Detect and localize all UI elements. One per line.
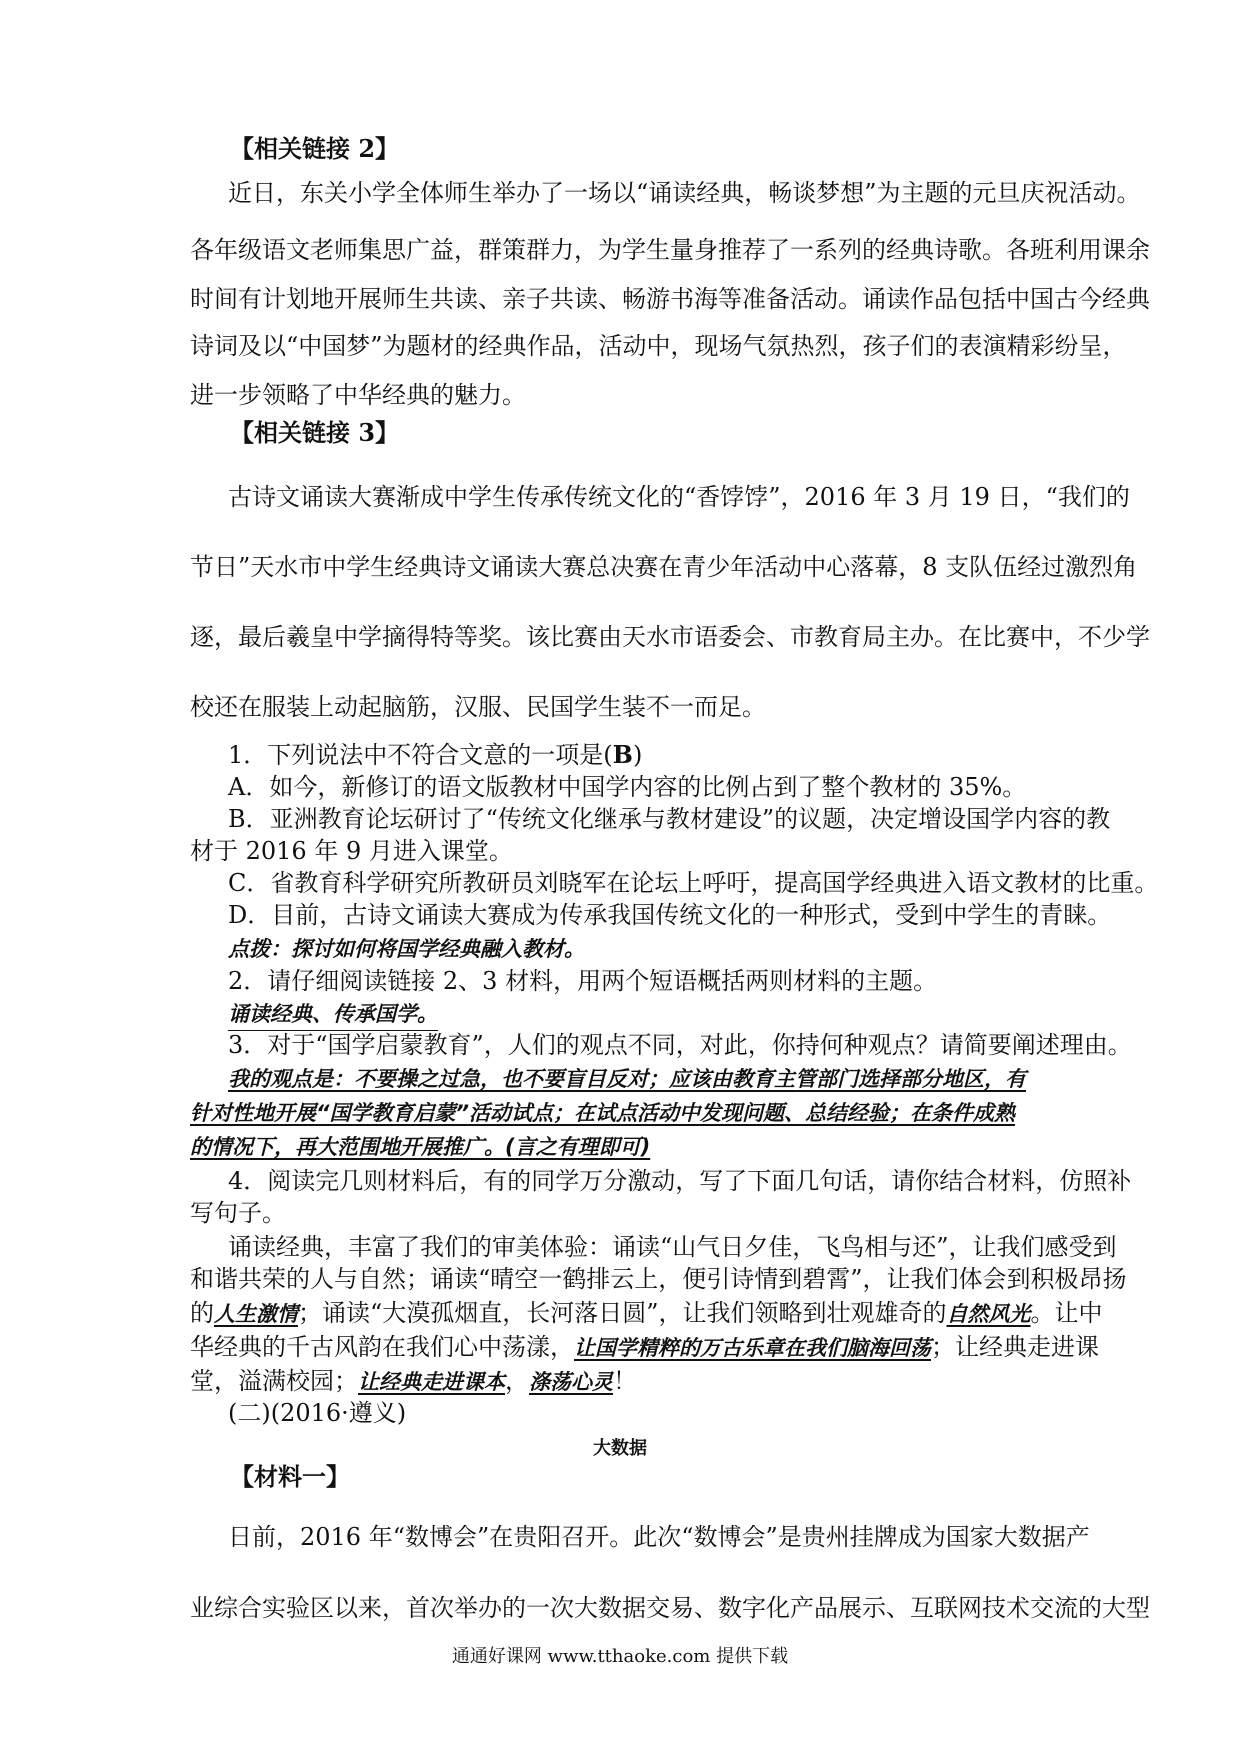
q1-option-b-cont: 材于 2016 年 9 月进入课堂。	[190, 837, 513, 865]
link3-line-1: 古诗文诵读大赛渐成中学生传承传统文化的“香饽饽”，2016 年 3 月 19 日，“我们的	[228, 483, 1130, 511]
section2-label: (二)(2016·遵义)	[228, 1399, 407, 1427]
material1-title: 【材料一】	[230, 1462, 350, 1491]
q4-para-line-5	[190, 1366, 637, 1397]
q4-l3-pre: 的	[190, 1299, 214, 1327]
q2-answer: 诵读经典、传承国学。	[228, 999, 438, 1031]
link2-line-1: 近日，东关小学全体师生举办了一场以“诵读经典，畅谈梦想”为主题的元旦庆祝活动。	[228, 179, 1141, 207]
q4-stem-line-1: 4．阅读完几则材料后，有的同学万分激动，写了下面几句话，请你结合材料，仿照补	[228, 1167, 1132, 1195]
link3-line-4: 校还在服装上动起脑筋，汉服、民国学生装不一而足。	[190, 693, 766, 721]
material1-line-1: 日前，2016 年“数博会”在贵阳召开。此次“数博会”是贵州挂牌成为国家大数据产	[228, 1523, 1090, 1551]
q4-para-line-1: 诵读经典，丰富了我们的审美体验：诵读“山气日夕佳，飞鸟相与还”，让我们感受到	[228, 1233, 1117, 1261]
q1-hint: 点拨：探讨如何将国学经典融入教材。	[228, 937, 585, 961]
link2-line-2: 各年级语文老师集思广益，群策群力，为学生量身推荐了一系列的经典诗歌。各班利用课余	[190, 236, 1150, 264]
link2-line-4: 诗词及以“中国梦”为题材的经典作品，活动中，现场气氛热烈，孩子们的表演精彩纷呈，	[190, 332, 1127, 360]
q4-para-line-2: 和谐共荣的人与自然；诵读“晴空一鹤排云上，便引诗情到碧霄”，让我们体会到积极昂扬	[190, 1265, 1127, 1293]
q1-option-b: B．亚洲教育论坛研讨了“传统文化继承与教材建设”的议题，决定增设国学内容的教	[228, 805, 1111, 833]
q4-l3-post: 。让中	[1030, 1299, 1103, 1327]
q4-answer-1: 人生激情	[214, 1302, 298, 1326]
link2-line-5: 进一步领略了中华经典的魅力。	[190, 381, 526, 409]
q4-answer-4: 让经典走进课本	[358, 1370, 505, 1394]
material1-line-2: 业综合实验区以来，首次举办的一次大数据交易、数字化产品展示、互联网技术交流的大型	[190, 1594, 1150, 1622]
footer-source: 通通好课网 www.tthaoke.com 提供下载	[451, 1646, 789, 1667]
q4-stem-line-2: 写句子。	[190, 1199, 286, 1227]
q4-answer-5: 涤荡心灵	[529, 1370, 613, 1394]
q3-answer-line-3: 的情况下，再大范围地开展推广。(言之有理即可)	[190, 1135, 651, 1159]
q1-stem-suffix: )	[632, 741, 643, 769]
q4-l4-pre: 华经典的千古风韵在我们心中荡漾，	[190, 1333, 574, 1361]
q2-stem: 2．请仔细阅读链接 2、3 材料，用两个短语概括两则材料的主题。	[228, 967, 938, 995]
q4-para-line-3	[190, 1298, 1103, 1329]
q1-stem	[228, 740, 642, 770]
q4-l4-post: ；让经典走进课	[931, 1333, 1099, 1361]
q1-stem-prefix: 1．下列说法中不符合文意的一项是(	[228, 741, 613, 769]
q3-answer-line-1: 我的观点是：不要操之过急，也不要盲目反对；应该由教育主管部门选择部分地区，有	[228, 1067, 1026, 1091]
link3-title: 【相关链接 3】	[230, 418, 400, 447]
q4-l5-pre: 堂，溢满校园；	[190, 1367, 358, 1395]
q3-stem: 3．对于“国学启蒙教育”，人们的观点不同，对此，你持何种观点？请简要阐述理由。	[228, 1031, 1132, 1059]
link2-line-3: 时间有计划地开展师生共读、亲子共读、畅游书海等准备活动。诵读作品包括中国古今经典	[190, 285, 1150, 313]
q1-option-d: D．目前，古诗文诵读大赛成为传承我国传统文化的一种形式，受到中学生的青睐。	[228, 901, 1112, 929]
q4-answer-3: 让国学精粹的万古乐章在我们脑海回荡	[574, 1336, 931, 1360]
q4-l3-mid: ；诵读“大漠孤烟直，长河落日圆”，让我们领略到壮观雄奇的	[298, 1299, 947, 1327]
q4-l5-post: ！	[613, 1367, 637, 1395]
q4-para-line-4	[190, 1332, 1099, 1363]
q4-l5-mid: ，	[505, 1367, 529, 1395]
link3-line-3: 逐，最后羲皇中学摘得特等奖。该比赛由天水市语委会、市教育局主办。在比赛中，不少学	[190, 623, 1150, 651]
q3-answer-line-2: 针对性地开展“国学教育启蒙”活动试点；在试点活动中发现问题、总结经验；在条件成熟	[190, 1101, 1016, 1125]
q1-option-a: A．如今，新修订的语文版教材中国学内容的比例占到了整个教材的 35%。	[228, 773, 1027, 801]
link2-title: 【相关链接 2】	[230, 134, 400, 163]
section2-title: 大数据	[593, 1438, 647, 1459]
q4-answer-2: 自然风光	[946, 1302, 1031, 1326]
link3-line-2: 节日”天水市中学生经典诗文诵读大赛总决赛在青少年活动中心落幕，8 支队伍经过激烈角	[190, 553, 1138, 581]
q1-option-c: C．省教育科学研究所教研员刘晓军在论坛上呼吁，提高国学经典进入语文教材的比重。	[228, 869, 1159, 897]
q1-answer: B	[612, 740, 633, 769]
q2-answer-line	[228, 998, 438, 1031]
